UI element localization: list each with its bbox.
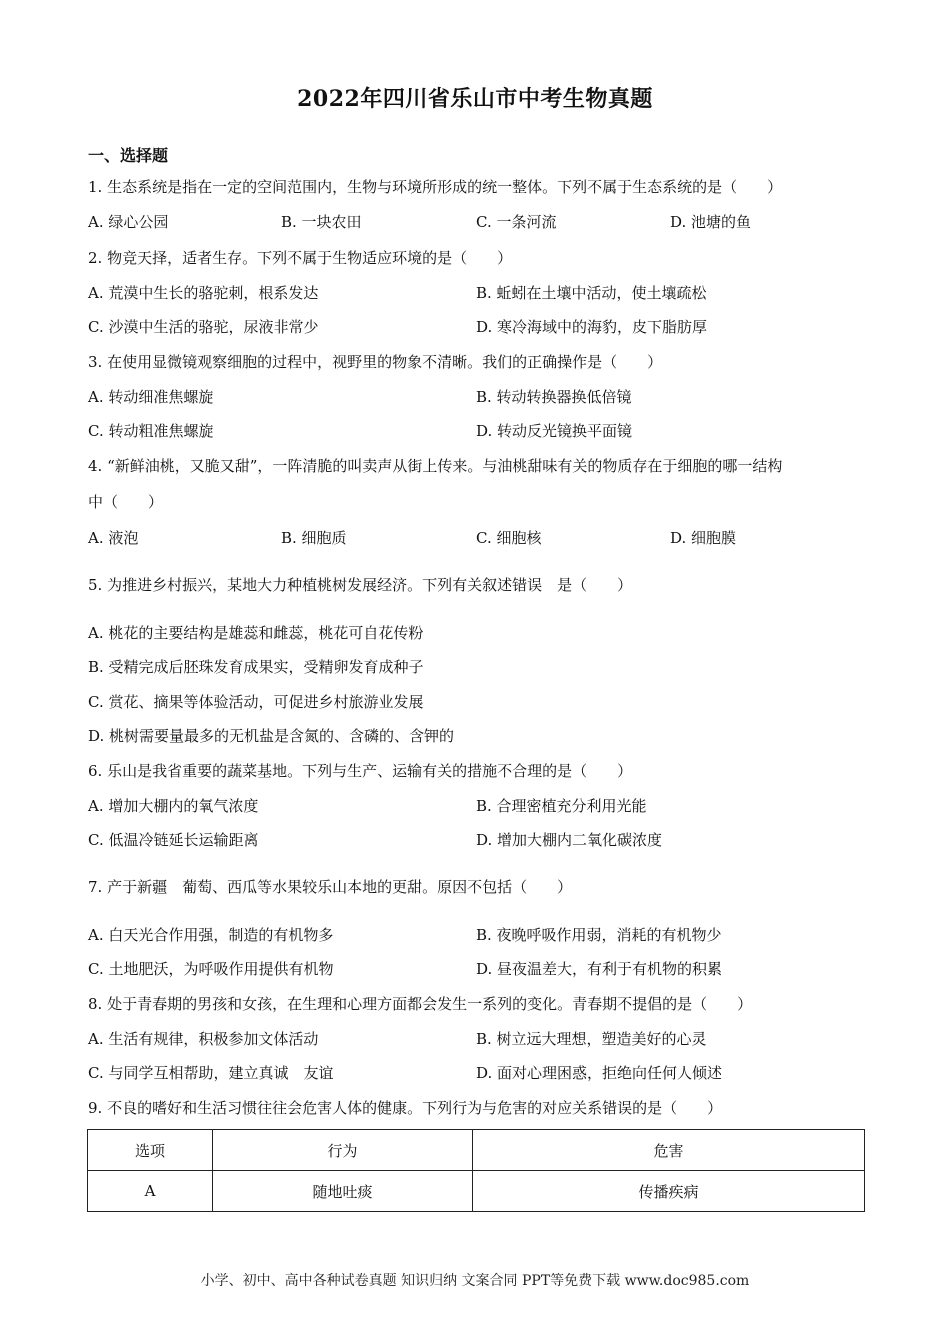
page-footer: 小学、初中、高中各种试卷真题 知识归纳 文案合同 PPT等免费下载 www.doc985.com <box>200 1273 750 1289</box>
question-3-option-d: D. 转动反光镜换平面镜 <box>476 422 633 440</box>
question-1-option-a: A. 绿心公园 <box>88 213 169 231</box>
question-4-option-b: B. 细胞质 <box>281 529 347 547</box>
question-2-option-a: A. 荒漠中生长的骆驼刺，根系发达 <box>88 284 319 302</box>
question-9-stem: 9. 不良的嗜好和生活习惯往往会危害人体的健康。下列行为与危害的对应关系错误的是（ ） <box>88 1099 723 1117</box>
table-cell-harm: 传播疾病 <box>473 1171 865 1212</box>
question-1-option-d: D. 池塘的鱼 <box>670 213 752 231</box>
question-9-table <box>87 1129 865 1212</box>
question-7-option-b: B. 夜晚呼吸作用弱，消耗的有机物少 <box>476 926 722 944</box>
question-3-option-c: C. 转动粗准焦螺旋 <box>88 422 214 440</box>
question-2-option-c: C. 沙漠中生活的骆驼，尿液非常少 <box>88 318 319 336</box>
question-1-option-c: C. 一条河流 <box>476 213 557 231</box>
question-4-stem-continued: 中（ ） <box>88 493 164 511</box>
question-5-option-a: A. 桃花的主要结构是雄蕊和雌蕊，桃花可自花传粉 <box>88 624 424 642</box>
table-cell-behavior: 随地吐痰 <box>213 1171 473 1212</box>
question-3-option-a: A. 转动细准焦螺旋 <box>88 388 214 406</box>
question-4-stem: 4. “新鲜油桃，又脆又甜”，一阵清脆的叫卖声从街上传来。与油桃甜味有关的物质存在于细胞的哪一结构 <box>88 457 783 475</box>
question-1-option-b: B. 一块农田 <box>281 213 362 231</box>
question-6-option-c: C. 低温冷链延长运输距离 <box>88 831 259 849</box>
question-4-option-c: C. 细胞核 <box>476 529 542 547</box>
question-3-option-b: B. 转动转换器换低倍镜 <box>476 388 632 406</box>
question-6-stem: 6. 乐山是我省重要的蔬菜基地。下列与生产、运输有关的措施不合理的是（ ） <box>88 762 633 780</box>
table-header-row <box>88 1130 865 1171</box>
question-2-option-d: D. 寒冷海域中的海豹，皮下脂肪厚 <box>476 318 708 336</box>
question-5-stem: 5. 为推进乡村振兴，某地大力种植桃树发展经济。下列有关叙述错误 是（ ） <box>88 576 633 594</box>
question-7-option-d: D. 昼夜温差大，有利于有机物的积累 <box>476 960 723 978</box>
question-8-stem: 8. 处于青春期的男孩和女孩，在生理和心理方面都会发生一系列的变化。青春期不提倡的是（ ） <box>88 995 753 1013</box>
table-header-behavior: 行为 <box>213 1130 473 1171</box>
question-6-option-a: A. 增加大棚内的氧气浓度 <box>88 797 259 815</box>
question-8-option-c: C. 与同学互相帮助，建立真诚 友谊 <box>88 1064 334 1082</box>
question-5-option-d: D. 桃树需要量最多的无机盐是含氮的、含磷的、含钾的 <box>88 727 455 745</box>
question-6-option-d: D. 增加大棚内二氧化碳浓度 <box>476 831 663 849</box>
question-2-option-b: B. 蚯蚓在土壤中活动，使土壤疏松 <box>476 284 707 302</box>
question-4-option-d: D. 细胞膜 <box>670 529 737 547</box>
question-5-option-c: C. 赏花、摘果等体验活动，可促进乡村旅游业发展 <box>88 693 424 711</box>
question-3-stem: 3. 在使用显微镜观察细胞的过程中，视野里的物象不清晰。我们的正确操作是（ ） <box>88 353 663 371</box>
page-title: 2022年四川省乐山市中考生物真题 <box>297 86 653 112</box>
question-8-option-a: A. 生活有规律，积极参加文体活动 <box>88 1030 319 1048</box>
question-7-option-a: A. 白天光合作用强，制造的有机物多 <box>88 926 334 944</box>
section-heading: 一、选择题 <box>88 146 169 165</box>
question-7-option-c: C. 土地肥沃，为呼吸作用提供有机物 <box>88 960 334 978</box>
question-7-stem: 7. 产于新疆 葡萄、西瓜等水果较乐山本地的更甜。原因不包括（ ） <box>88 878 573 896</box>
table-cell-option: A <box>88 1171 213 1212</box>
question-4-option-a: A. 液泡 <box>88 529 139 547</box>
table-header-option: 选项 <box>88 1130 213 1171</box>
question-2-stem: 2. 物竞天择，适者生存。下列不属于生物适应环境的是（ ） <box>88 249 513 267</box>
question-6-option-b: B. 合理密植充分利用光能 <box>476 797 647 815</box>
table-row <box>88 1171 865 1212</box>
question-1-stem: 1. 生态系统是指在一定的空间范围内，生物与环境所形成的统一整体。下列不属于生态系统的是（ ） <box>88 178 783 196</box>
question-8-option-b: B. 树立远大理想，塑造美好的心灵 <box>476 1030 707 1048</box>
question-5-option-b: B. 受精完成后胚珠发育成果实，受精卵发育成种子 <box>88 658 424 676</box>
table-header-harm: 危害 <box>473 1130 865 1171</box>
question-8-option-d: D. 面对心理困惑，拒绝向任何人倾述 <box>476 1064 723 1082</box>
